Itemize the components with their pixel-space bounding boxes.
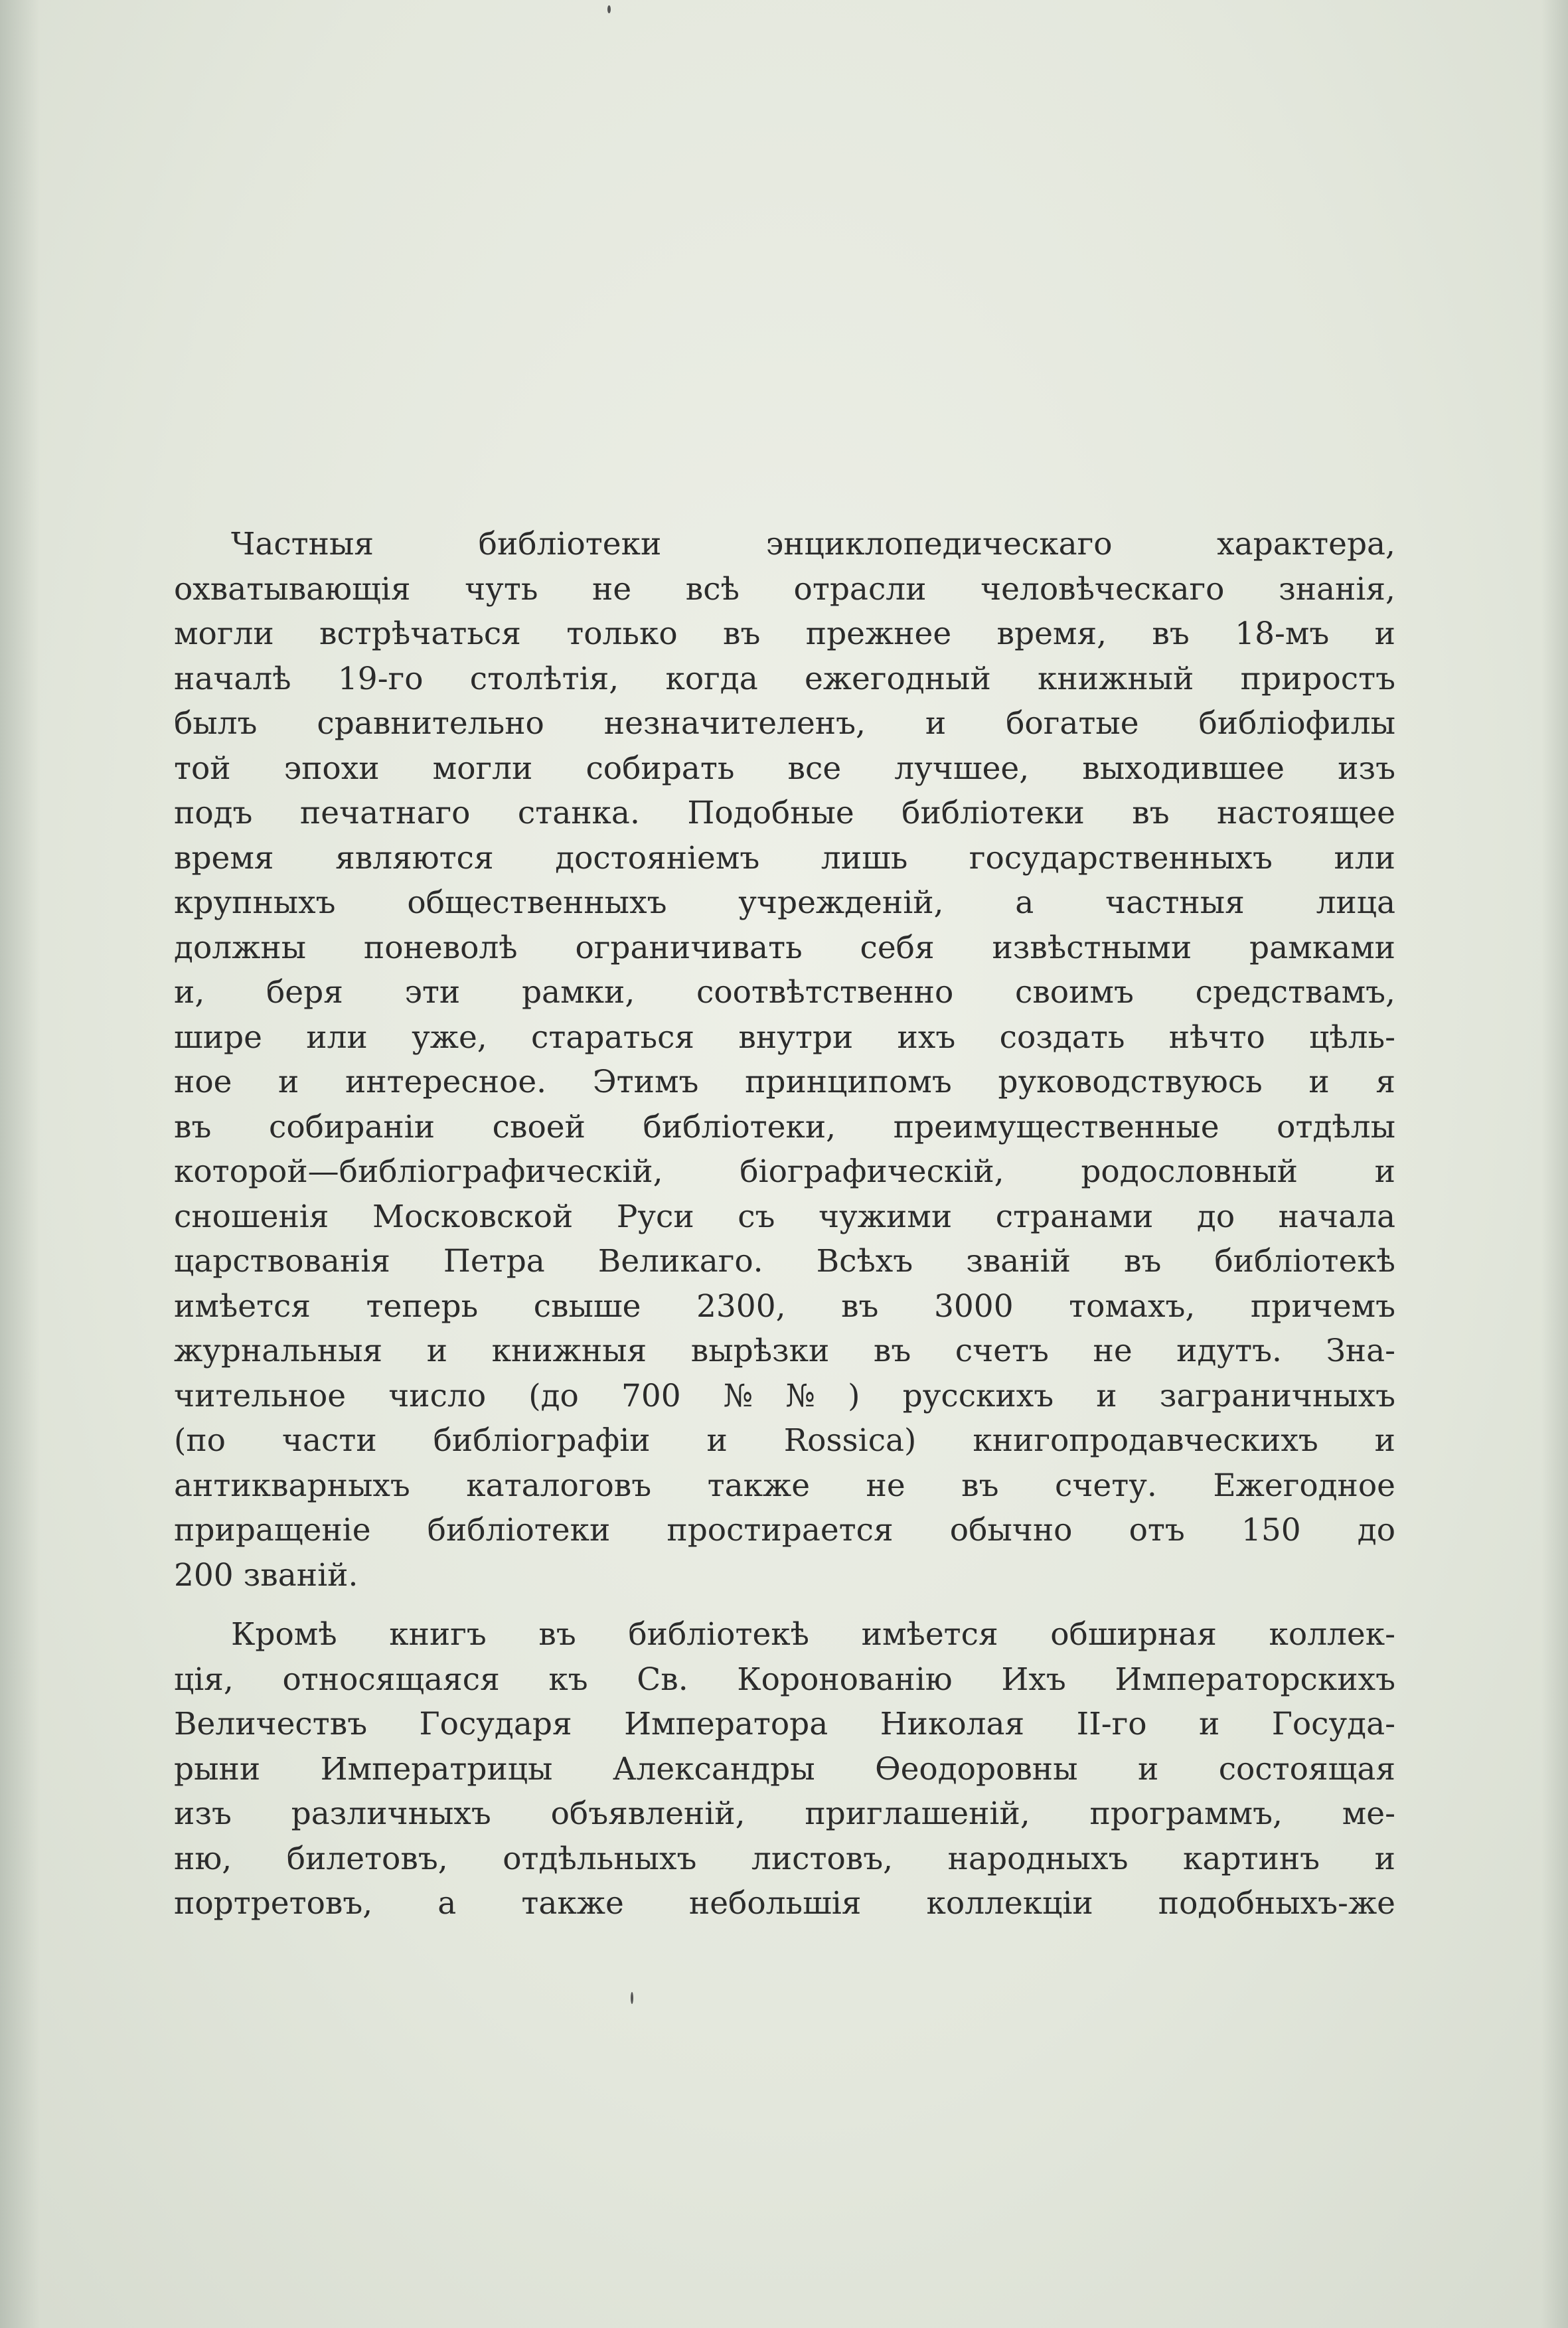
text-line: Частныя библіотеки энциклопедическаго характера, [231, 526, 1395, 562]
text-line: былъ сравнительно незначителенъ, и богатые библіофилы [174, 705, 1395, 742]
text-line: которой—библіографическій, біографическій, родословный и [174, 1153, 1395, 1190]
text-line: приращеніе библіотеки простирается обычно отъ 150 до [174, 1512, 1395, 1548]
text-line: 200 званій. [174, 1556, 358, 1594]
text-line: (по части библіографіи и Rossica) книгопродавческихъ и [174, 1422, 1395, 1459]
body-text [174, 522, 1395, 1926]
text-line: крупныхъ общественныхъ учрежденій, а частныя лица [174, 884, 1395, 921]
text-line: должны поневолѣ ограничивать себя извѣстными рамками [174, 929, 1395, 966]
ink-speck [631, 1992, 633, 2004]
ink-speck [607, 5, 611, 13]
text-line: рыни Императрицы Александры Ѳеодоровны и состоящая [174, 1750, 1395, 1788]
text-line: могли встрѣчаться только въ прежнее время, въ 18-мъ и [174, 616, 1395, 652]
text-line: антикварныхъ каталоговъ также не въ счету. Ежегодное [174, 1467, 1395, 1504]
text-line: царствованія Петра Великаго. Всѣхъ званій въ библіотекѣ [174, 1243, 1395, 1280]
text-line: той эпохи могли собирать все лучшее, выходившее изъ [174, 750, 1395, 787]
text-line: портретовъ, а также небольшія коллекціи подобныхъ-же [174, 1885, 1395, 1922]
text-line: Величествъ Государя Императора Николая II-го и Госуда- [174, 1706, 1395, 1742]
text-line: изъ различныхъ объявленій, приглашеній, программъ, ме- [174, 1795, 1395, 1832]
text-line: охватывающія чуть не всѣ отрасли человѣческаго знанія, [174, 570, 1395, 608]
text-line: въ собираніи своей библіотеки, преимущественные отдѣлы [174, 1108, 1395, 1145]
text-line: чительное число (до 700 №№) русскихъ и заграничныхъ [174, 1377, 1395, 1414]
text-line: и, беря эти рамки, соотвѣтственно своимъ средствамъ, [174, 974, 1395, 1011]
paragraph-2 [174, 1612, 1395, 1926]
text-line: Кромѣ книгъ въ библіотекѣ имѣется обширная коллек- [231, 1616, 1395, 1653]
text-line: ное и интересное. Этимъ принципомъ руководствуюсь и я [174, 1064, 1395, 1100]
text-line: журнальныя и книжныя вырѣзки въ счетъ не идутъ. Зна- [174, 1333, 1395, 1369]
text-line: имѣется теперь свыше 2300, въ 3000 томахъ, причемъ [174, 1288, 1395, 1325]
paragraph-gap [174, 1598, 1395, 1612]
text-line: сношенія Московской Руси съ чужими странами до начала [174, 1198, 1395, 1235]
text-line: время являются достояніемъ лишь государственныхъ или [174, 839, 1395, 876]
page-shadow-left [0, 0, 40, 2328]
text-line: подъ печатнаго станка. Подобные библіотеки въ настоящее [174, 795, 1395, 831]
text-line: ню, билетовъ, отдѣльныхъ листовъ, народныхъ картинъ и [174, 1840, 1395, 1877]
text-line: началѣ 19-го столѣтія, когда ежегодный книжный приростъ [174, 660, 1395, 697]
text-line: шире или уже, стараться внутри ихъ создать нѣчто цѣль- [174, 1019, 1395, 1056]
paragraph-1 [174, 522, 1395, 1598]
text-line: ція, относящаяся къ Св. Коронованію Ихъ Императорскихъ [174, 1661, 1395, 1698]
page-shadow-right [1541, 0, 1568, 2328]
